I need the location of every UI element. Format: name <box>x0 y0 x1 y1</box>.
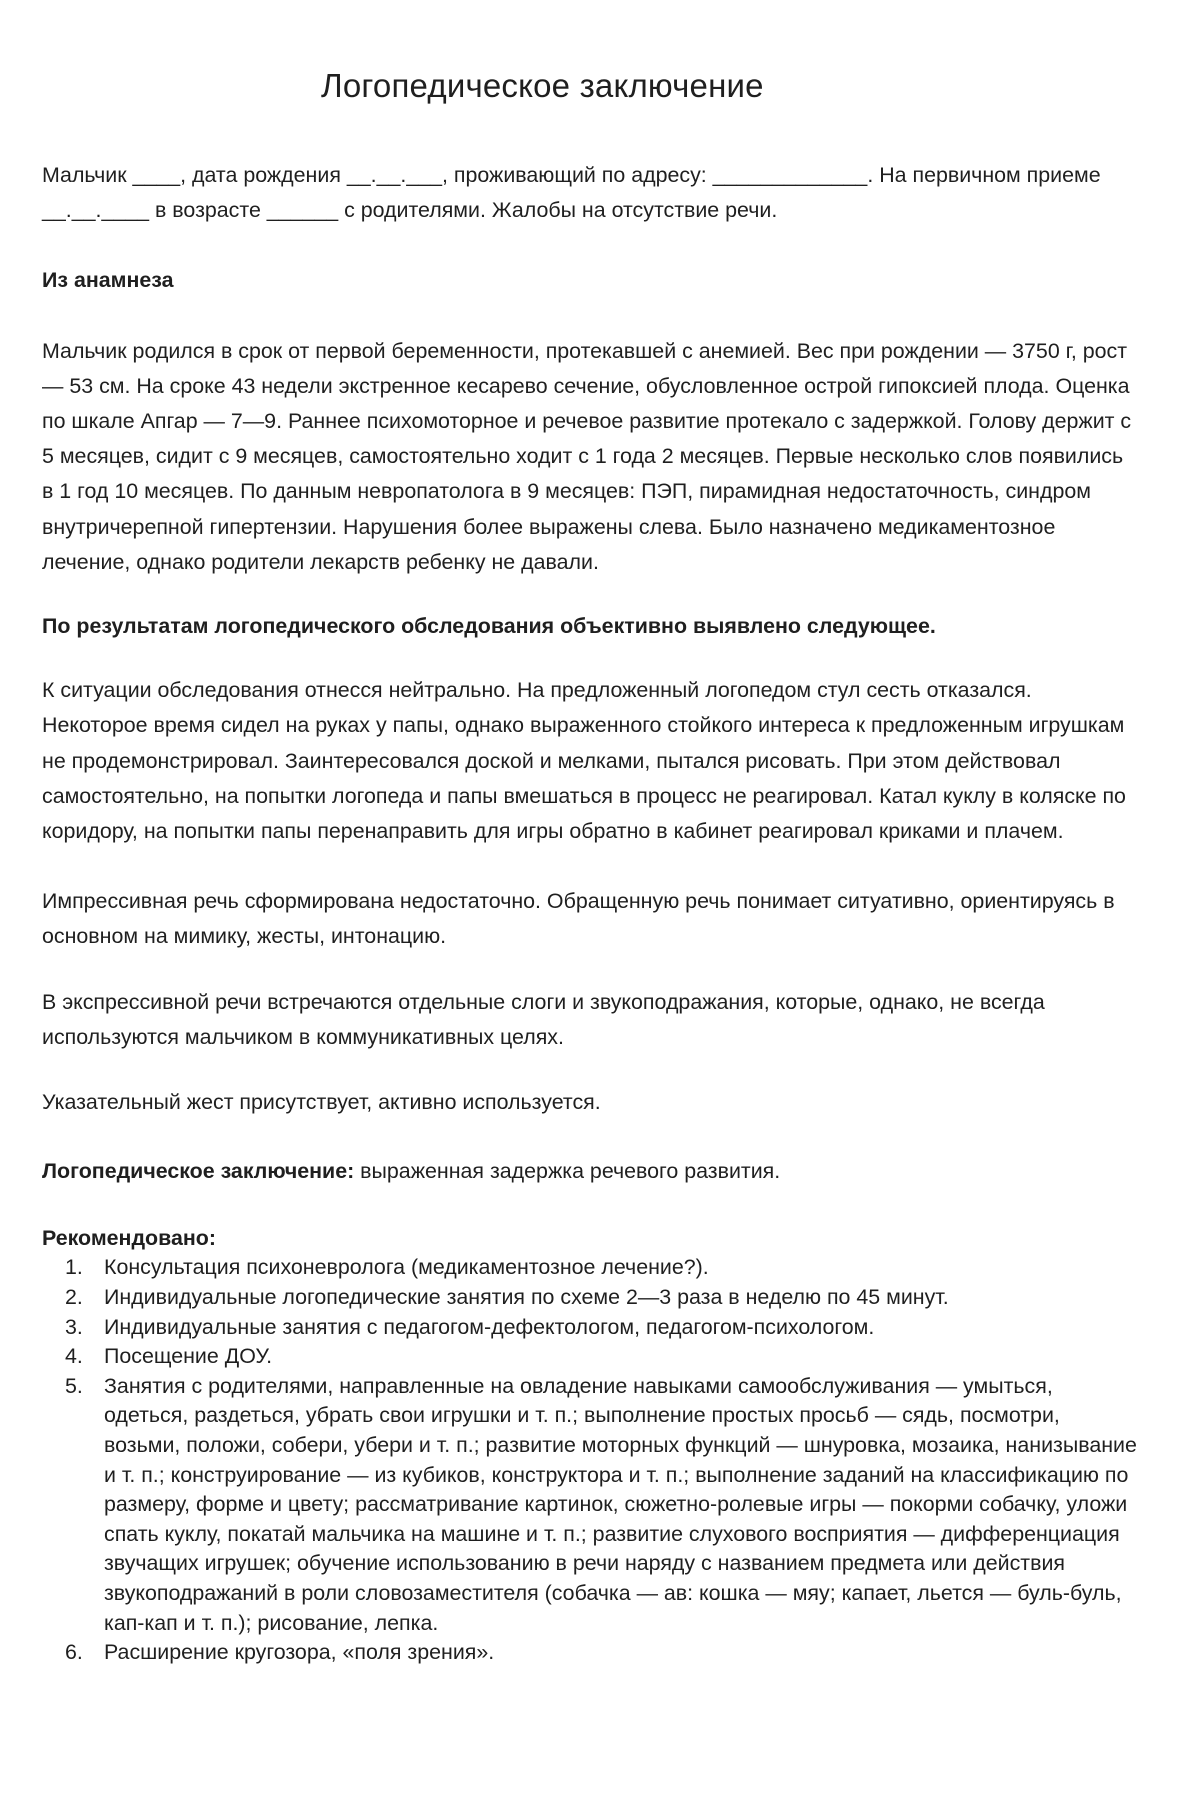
recommended-heading: Рекомендовано: <box>42 1226 216 1251</box>
recommendation-text: Занятия с родителями, направленные на овладение навыками самообслуживания — умыться, одеться, раздеться, убрать свои игрушки и т. п.; выполнение простых просьб — сядь, посмотри, возьми, положи, собери, убери и т. п.; развитие моторных функций — шнуровка, мозаика, нанизывание и т. п.; конструирование — из кубиков, конструктора и т. п.; выполнение заданий на классификацию по размеру, форме и цвету; рассматривание картинок, сюжетно-ролевые игры — покорми собачку, уложи спать куклу, покатай мальчика на машине и т. п.; развитие слухового восприятия — дифференциация звучащих игрушек; обучение использованию в речи наряду с названием предмета или действия звукоподражаний в роли словозаместителя (собачка — ав: кошка — мяу; капает, льется — буль-буль, кап-кап и т. п.); рисование, лепка. <box>104 1373 1137 1635</box>
situation-paragraph: К ситуации обследования отнесся нейтрально. На предложенный логопедом стул сесть отказался. Некоторое время сидел на руках у папы, однако выраженного стойкого интереса к предложенным игрушкам не продемонстрировал. Заинтересовался доской и мелками, пытался рисовать. При этом действовал самостоятельно, на попытки логопеда и папы вмешаться в процесс не реагировал. Катал куклу в коляске по коридору, на попытки папы перенаправить для игры обратно в кабинет реагировал криками и плачем. <box>42 678 1126 844</box>
expressive-speech-paragraph: В экспрессивной речи встречаются отдельные слоги и звукоподражания, которые, однако, не всегда используются мальчиком в коммуникативных целях. <box>42 989 1045 1049</box>
recommendation-number: 1. <box>65 1255 83 1280</box>
recommendation-text: Индивидуальные занятия с педагогом-дефектологом, педагогом-психологом. <box>104 1314 875 1339</box>
results-heading: По результатам логопедического обследования объективно выявлено следующее. <box>42 614 936 639</box>
conclusion-label: Логопедическое заключение: <box>42 1159 355 1184</box>
recommendation-number: 6. <box>65 1640 83 1665</box>
recommendation-number: 5. <box>65 1373 83 1398</box>
anamnesis-heading: Из анамнеза <box>42 268 174 293</box>
conclusion-text: выраженная задержка речевого развития. <box>354 1159 781 1184</box>
recommendation-item <box>42 1253 1140 1283</box>
intro-paragraph: Мальчик ____, дата рождения __.__.___, проживающий по адресу: _____________. На первичном приеме __.__.____ в возрасте ______ с родителями. Жалобы на отсутствие речи. <box>42 163 1101 223</box>
recommendation-text: Консультация психоневролога (медикаментозное лечение?). <box>104 1255 709 1280</box>
recommendation-item <box>42 1283 1140 1313</box>
recommendations-list <box>42 1253 1140 1667</box>
gesture-paragraph: Указательный жест присутствует, активно используется. <box>42 1090 601 1115</box>
recommendation-text: Индивидуальные логопедические занятия по схеме 2—3 раза в неделю по 45 минут. <box>104 1285 949 1310</box>
recommendation-number: 2. <box>65 1285 83 1310</box>
recommendation-number: 4. <box>65 1344 83 1369</box>
recommendation-text: Посещение ДОУ. <box>104 1344 273 1369</box>
impressive-speech-paragraph: Импрессивная речь сформирована недостаточно. Обращенную речь понимает ситуативно, ориентируясь в основном на мимику, жесты, интонацию. <box>42 889 1115 949</box>
recommendation-item <box>42 1372 1140 1638</box>
recommendation-item <box>42 1638 1140 1668</box>
conclusion-paragraph <box>42 1154 1140 1189</box>
recommendation-text: Расширение кругозора, «поля зрения». <box>104 1640 495 1665</box>
recommendation-number: 3. <box>65 1314 83 1339</box>
anamnesis-paragraph: Мальчик родился в срок от первой беременности, протекавшей с анемией. Вес при рождении — 3750 г, рост — 53 см. На сроке 43 недели экстренное кесарево сечение, обусловленное острой гипоксией плода. Оценка по шкале Апгар — 7—9. Раннее психомоторное и речевое развитие протекало с задержкой. Голову держит с 5 месяцев, сидит с 9 месяцев, самостоятельно ходит с 1 года 2 месяцев. Первые несколько слов появились в 1 год 10 месяцев. По данным невропатолога в 9 месяцев: ПЭП, пирамидная недостаточность, синдром внутричерепной гипертензии. Нарушения более выражены слева. Было назначено медикаментозное лечение, однако родители лекарств ребенку не давали. <box>42 338 1132 574</box>
recommendation-item <box>42 1313 1140 1343</box>
page-title: Логопедическое заключение <box>321 67 764 104</box>
recommendation-item <box>42 1342 1140 1372</box>
